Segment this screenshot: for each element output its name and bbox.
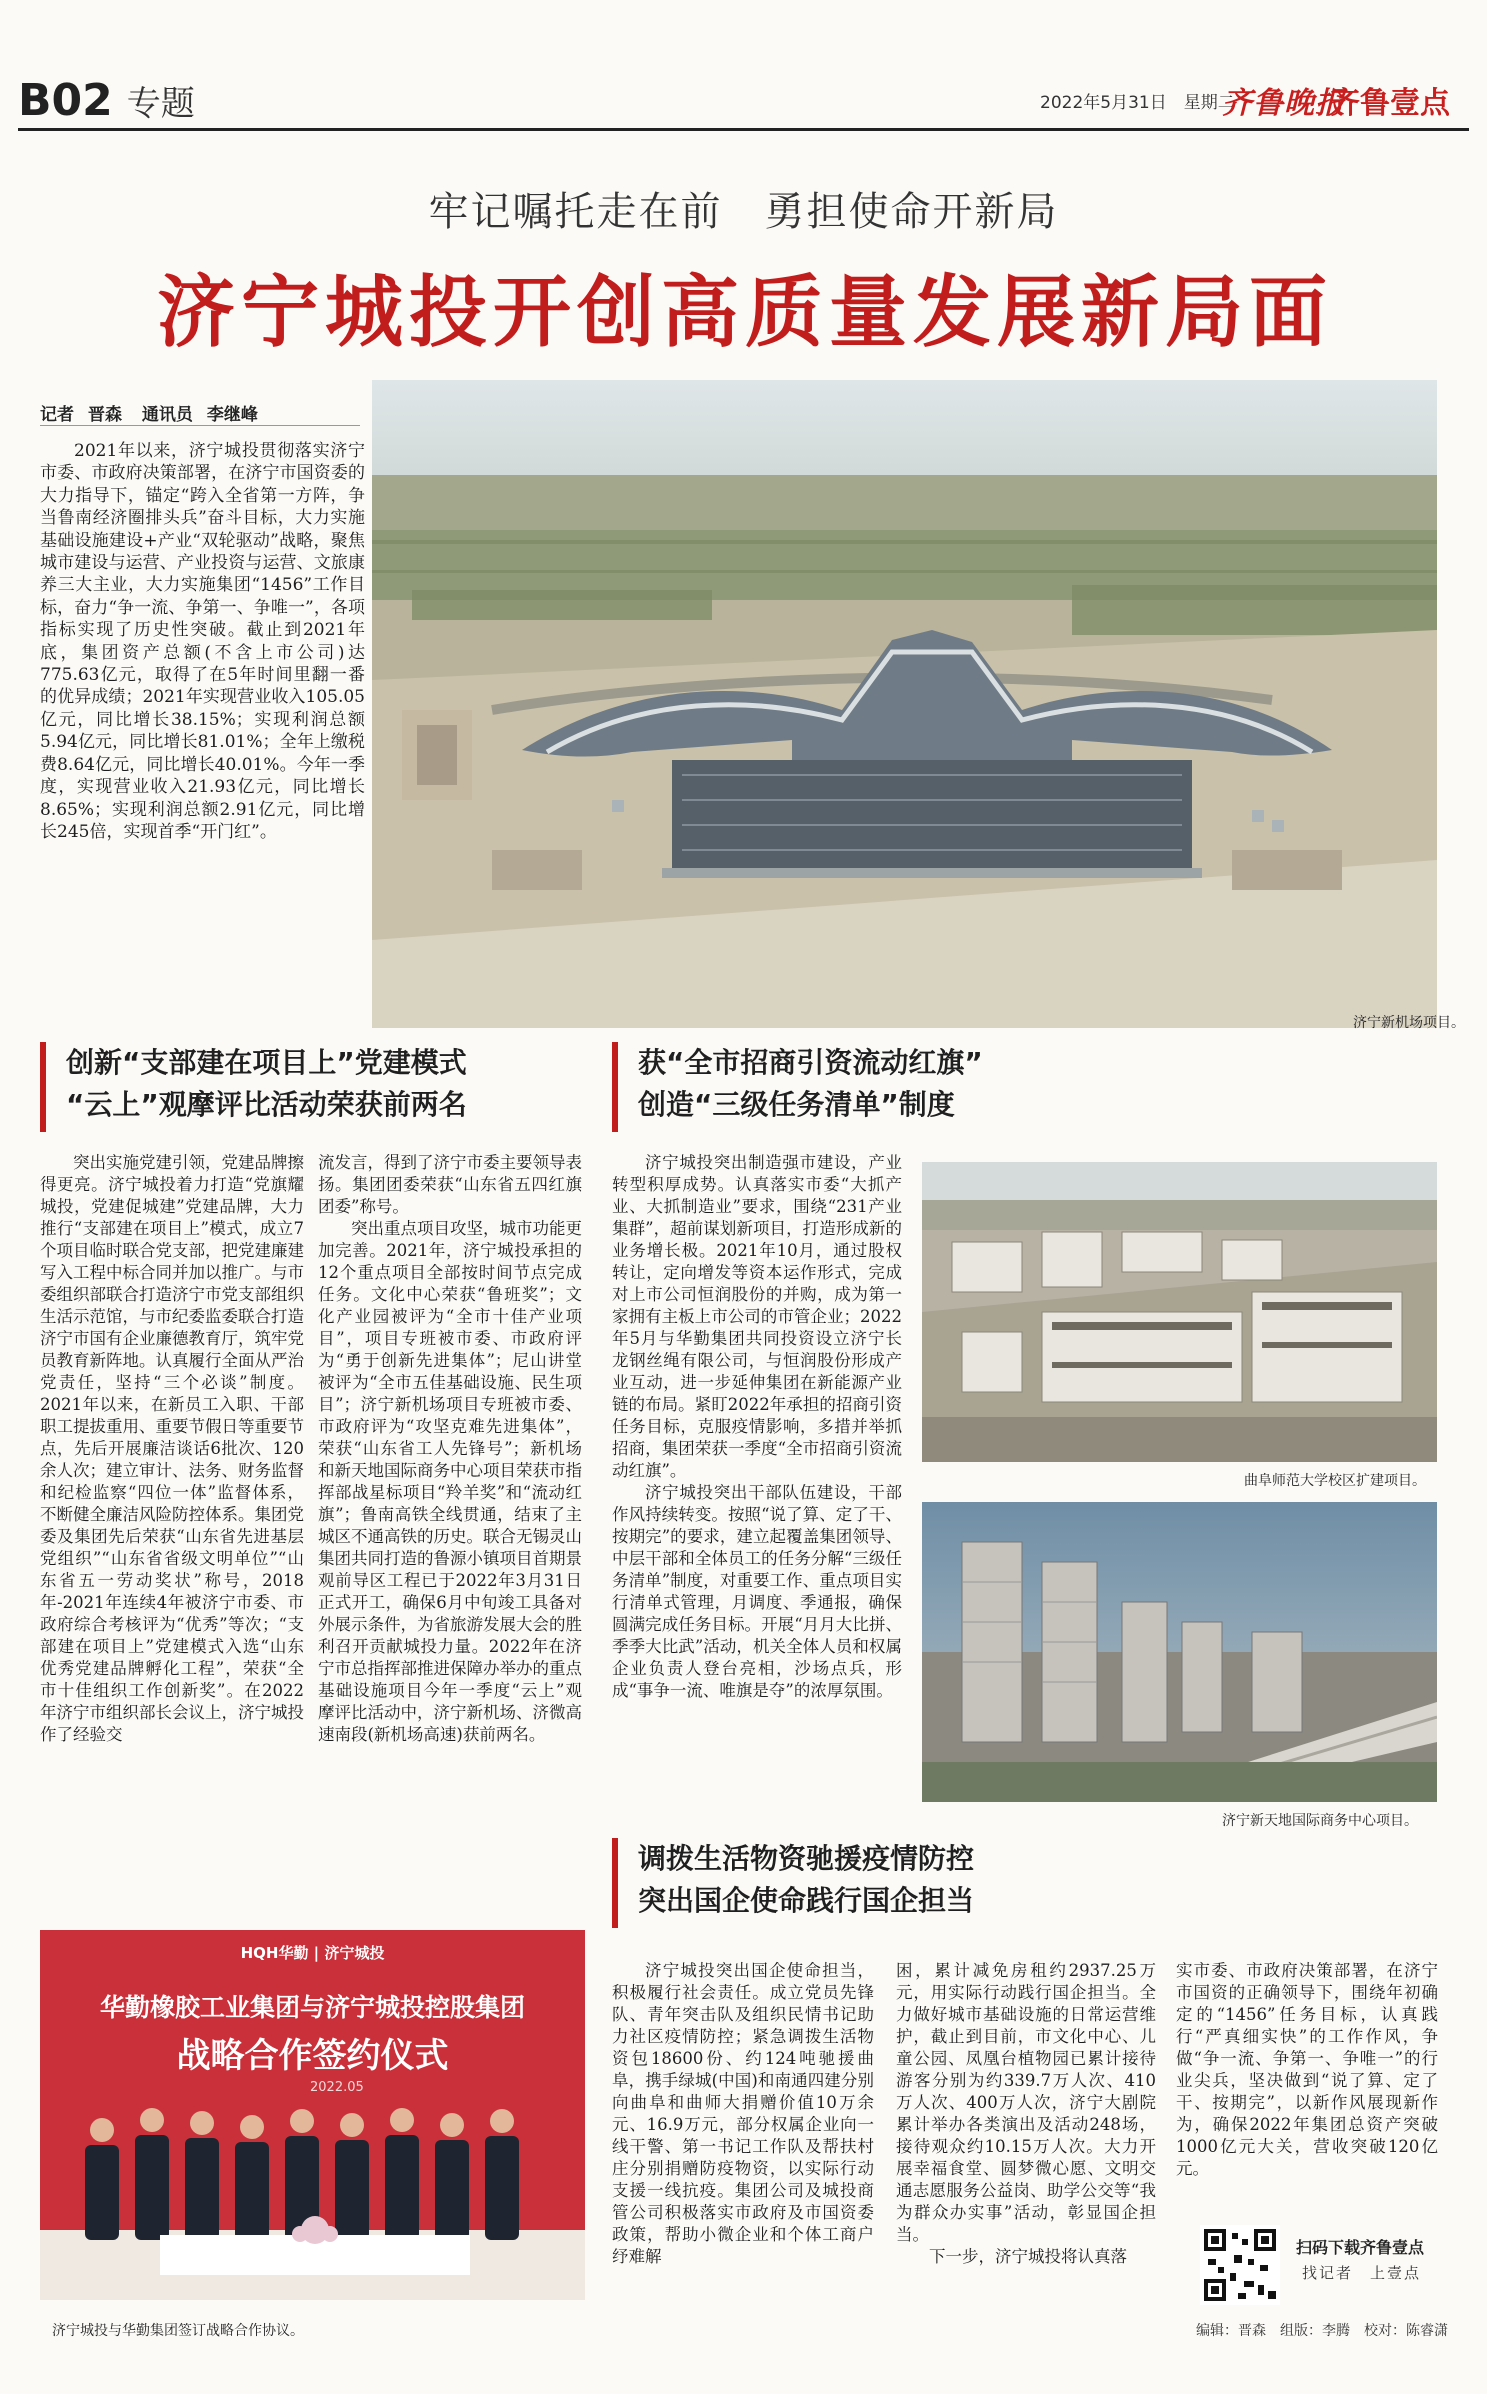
signing-photo-caption: 济宁城投与华勤集团签订战略合作协议。 [52, 2323, 304, 2339]
header-divider [18, 128, 1469, 131]
headline-title: 济宁城投开创高质量发展新局面 [156, 267, 1333, 358]
business-center-photo [922, 1502, 1437, 1802]
section1-column-a: 突出实施党建引领，党建品牌擦得更亮。济宁城投着力打造“党旗耀城投，党建促城建”党建品牌，大力推行“支部建在项目上”模式，成立7个项目临时联合党支部，把党建廉建写入工程中标合同并加以推广。与市委组织部联合打造济宁市党支部组织生活示范馆，与市纪委监委联合打造济宁市国有企业廉德教育厅，筑牢党员教育新阵地。认真履行全面从严治党责任，坚持“三个必谈”制度。2021年以来，在新员工入职、干部职工提拔重用、重要节假日等重要节点，先后开展廉洁谈话6批次、120余人次；建立审计、法务、财务监督和纪检监察“四位一体”监督体系，不断健全廉洁风险防控体系。集团党委及集团先后荣获“山东省先进基层党组织”“山东省省级文明单位”“山东省五一劳动奖状”称号，2018年-2021年连续4年被济宁市委、市政府综合考核评为“优秀”等次；“支部建在项目上”党建模式入选“山东优秀党建品牌孵化工程”，荣获“全市十佳组织工作创新奖”。在2022年济宁市组织部长会议上，济宁城投作了经验交 [40, 1153, 304, 1744]
signing-banner-date: 2022.05 [310, 2080, 364, 2095]
lead-paragraph: 2021年以来，济宁城投贯彻落实济宁市委、市政府决策部署，在济宁市国资委的大力指导下，锚定“跨入全省第一方阵，争当鲁南经济圈排头兵”奋斗目标，大力实施基础设施建设+产业“双轮驱动”战略，聚焦城市建设与运营、产业投资与运营、文旅康养三大主业，大力实施集团“1456”工作目标，奋力“争一流、争第一、争唯一”，各项指标实现了历史性突破。截止到2021年底，集团资产总额(不含上市公司)达775.63亿元，取得了在5年时间里翻一番的优异成绩；2021年实现营业收入105.05亿元，同比增长38.15%；实现利润总额5.94亿元，同比增长81.01%；全年上缴税费8.64亿元，同比增长40.01%。今年一季度，实现营业收入21.93亿元，同比增长8.65%；实现利润总额2.91亿元，同比增长245倍，实现首季“开门红”。 [40, 441, 365, 842]
qr-sublabel: 找记者 上壹点 [1302, 2264, 1422, 2282]
page-code: B02 专题 [18, 75, 195, 126]
business-center-caption: 济宁新天地国际商务中心项目。 [1222, 1813, 1418, 1829]
airport-photo [372, 380, 1437, 1028]
section-name: 专题 [126, 84, 195, 124]
paper-logo: 齐鲁晚报 [1222, 86, 1346, 121]
section2-heading: 获“全市招商引资流动红旗” 创造“三级任务清单”制度 [612, 1042, 983, 1132]
signing-banner-line1: 华勤橡胶工业集团与济宁城投控股集团 [99, 1993, 525, 2022]
qr-label: 扫码下载齐鲁壹点 [1296, 2238, 1425, 2257]
signing-photo [40, 1930, 585, 2300]
qr-code[interactable] [1200, 2225, 1280, 2305]
weekday: 星期二 [1183, 93, 1235, 113]
signing-banner-line2: 战略合作签约仪式 [176, 2036, 449, 2076]
section3-column-c: 实市委、市政府决策部署，在济宁市国资的正确领导下，围绕年初确定的“1456”任务目标，认真践行“严真细实快”的工作作风，争做“争一流、争第一、争唯一”的行业尖兵，坚决做到“说了算、定了干、按期完”，以新作风展现新作为，确保2022年集团总资产突破1000亿元大关，营收突破120亿元。 [1176, 1961, 1438, 2178]
credits [1196, 2320, 1448, 2340]
issue-date: 2022年5月31日 星期二 [1040, 93, 1235, 113]
byline-rule [40, 425, 360, 426]
byline: 记者 晋森 通讯员 李继峰 [40, 405, 258, 425]
headline-subtitle: 牢记嘱托走在前 勇担使命开新局 [428, 189, 1059, 235]
app-logo: 齐鲁壹点 [1330, 86, 1450, 121]
section3-column-a: 济宁城投突出国企使命担当，积极履行社会责任。成立党员先锋队、青年突击队及组织民情书记助力社区疫情防控；紧急调拨生活物资包18600份、约124吨驰援曲阜，携手绿城(中国)和南通四建分别向曲阜和曲师大捐赠价值10万余元、16.9万元，部分权属企业向一线干警、第一书记工作队及帮扶村庄分别捐赠防疫物资，以实际行动支援一线抗疫。集团公司及城投商管公司积极落实市政府及市国资委政策，帮助小微企业和个体工商户纾难解 [612, 1961, 874, 2266]
airport-photo-caption: 济宁新机场项目。 [1353, 1015, 1465, 1031]
layout-credit: 组版：李腾 [1280, 2323, 1350, 2339]
section1-column-b: 流发言，得到了济宁市委主要领导表扬。集团团委荣获“山东省五四红旗团委”称号。 突出重点项目攻坚，城市功能更加完善。2021年，济宁城投承担的12个重点项目全部按时间节点完成任务。文化中心荣获“鲁班奖”；文化产业园被评为“全市十佳产业项目”，项目专班被市委、市政府评为“勇于创新先进集体”；尼山讲堂被评为“全市五佳基础设施、民生项目”；济宁新机场项目专班被市委、市政府评为“攻坚克难先进集体”，荣获“山东省工人先锋号”；新机场和新天地国际商务中心项目荣获市指挥部战星标项目“羚羊奖”和“流动红旗”；鲁南高铁全线贯通，结束了主城区不通高铁的历史。联合无锡灵山集团共同打造的鲁源小镇项目首期景观前导区工程已于2022年3月31日正式开工，确保6月中旬竣工具备对外展示条件，为省旅游发展大会的胜利召开贡献城投力量。2022年在济宁市总指挥部推进保障办举办的重点基础设施项目今年一季度“云上”观摩评比活动中，济宁新机场、济微高速南段(新机场高速)获前两名。 [318, 1153, 582, 1744]
section2-column: 济宁城投突出制造强市建设，产业转型积厚成势。认真落实市委“大抓产业、大抓制造业”要求，围绕“231产业集群”，超前谋划新项目，打造形成新的业务增长极。2021年10月，通过股权转让，定向增发等资本运作形式，完成对上市公司恒润股份的并购，成为第一家拥有主板上市公司的市管企业；2022年5月与华勤集团共同投资设立济宁长龙钢丝绳有限公司，与恒润股份形成产业互动，进一步延伸集团在新能源产业链的布局。紧盯2022年承担的招商引资任务目标，克服疫情影响，多措并举抓招商，集团荣获一季度“全市招商引资流动红旗”。 济宁城投突出干部队伍建设，干部作风持续转变。按照“说了算、定了干、按期完”的要求，建立起覆盖集团领导、中层干部和全体员工的任务分解“三级任务清单”制度，对重要工作、重点项目实行清单式管理，月调度、季通报，确保圆满完成任务目标。开展“月月大比拼、季季大比武”活动，机关全体人员和权属企业负责人登台亮相，沙场点兵，形成“事争一流、唯旗是夺”的浓厚氛围。 [612, 1153, 902, 1700]
signing-banner-logo: HQH华勤 | 济宁城投 [240, 1944, 385, 1962]
campus-photo [922, 1162, 1437, 1462]
section3-heading: 调拨生活物资驰援疫情防控 突出国企使命践行国企担当 [612, 1838, 974, 1928]
section1-heading: 创新“支部建在项目上”党建模式 “云上”观摩评比活动荣获前两名 [40, 1042, 467, 1132]
section3-column-b: 困，累计减免房租约2937.25万元，用实际行动践行国企担当。全力做好城市基础设施的日常运营维护，截止到目前，市文化中心、儿童公园、凤凰台植物园已累计接待游客分别为约339.7万人次、410万人次、400万人次，济宁大剧院累计举办各类演出及活动248场，接待观众约10.15万人次。大力开展幸福食堂、圆梦微心愿、文明交通志愿服务公益岗、助学公交等“我为群众办实事”活动，彰显国企担当。 下一步，济宁城投将认真落 [896, 1961, 1156, 2266]
editor-credit: 编辑：晋森 [1196, 2323, 1266, 2339]
campus-photo-caption: 曲阜师范大学校区扩建项目。 [1244, 1473, 1426, 1489]
proof-credit: 校对：陈睿潇 [1364, 2323, 1448, 2339]
